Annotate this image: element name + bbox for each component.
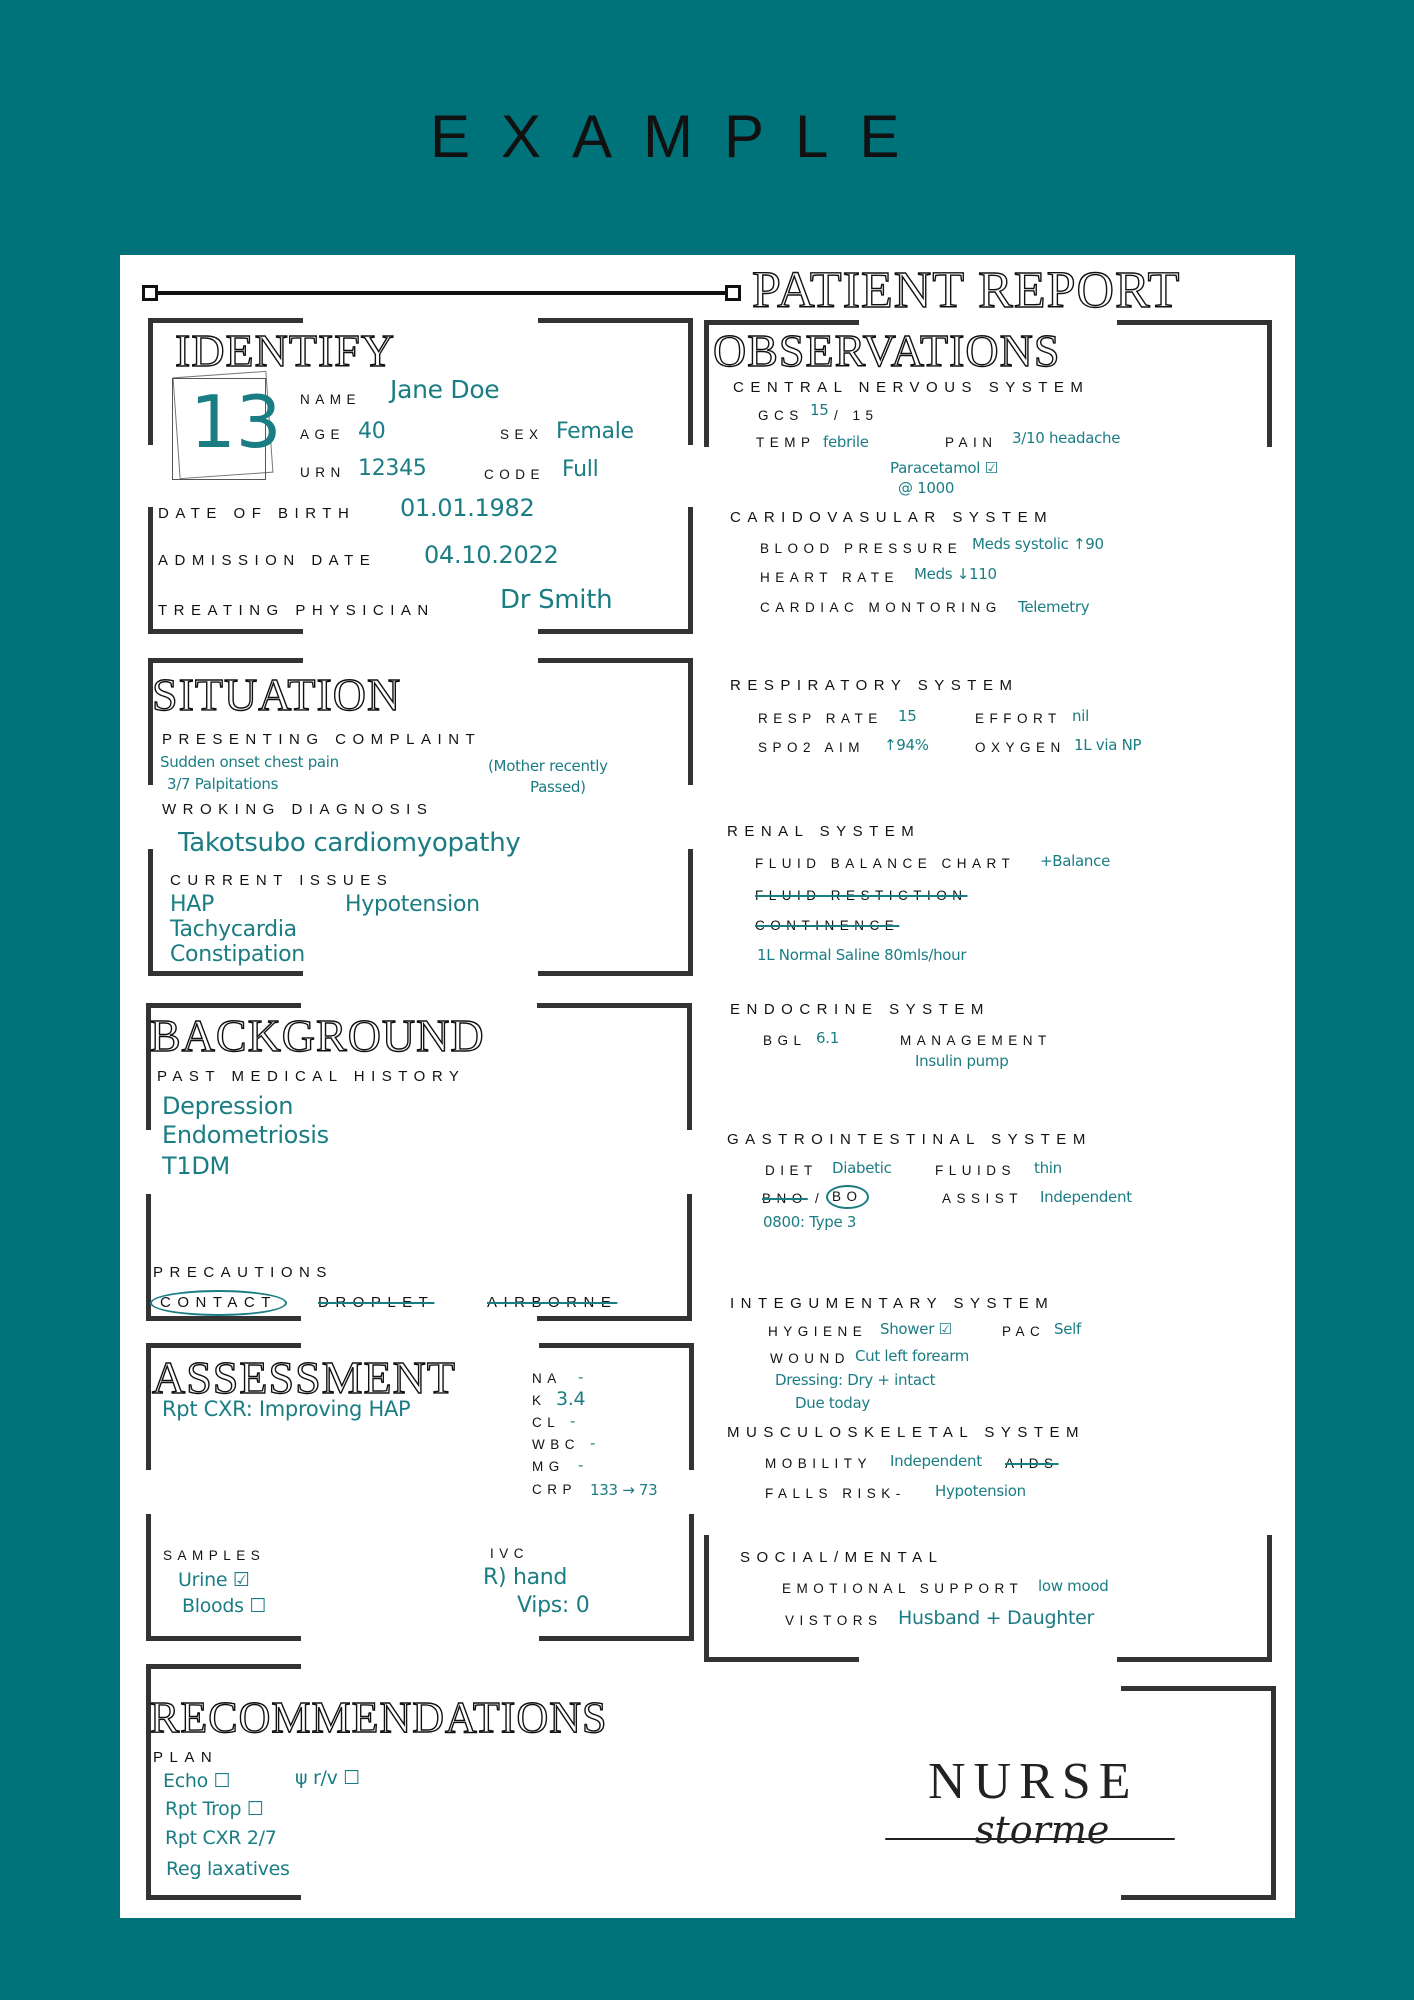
example-banner: EXAMPLE xyxy=(430,103,931,170)
diagnosis-value: Takotsubo cardiomyopathy xyxy=(178,828,521,858)
complaint-line: 3/7 Palpitations xyxy=(167,775,279,793)
bowel-separator: / xyxy=(815,1191,825,1206)
analgesia-value: Paracetamol ☑ xyxy=(890,459,998,477)
rr-value: 15 xyxy=(898,707,917,725)
emotional-support-value: low mood xyxy=(1038,1577,1109,1595)
visitors-label: VISTORS xyxy=(785,1613,883,1628)
issue-item: Constipation xyxy=(170,942,305,967)
age-label: AGE xyxy=(300,427,346,442)
complaint-note: Passed) xyxy=(530,778,586,796)
precaution-contact-selected: CONTACT xyxy=(150,1290,287,1316)
issue-item: Tachycardia xyxy=(170,917,297,942)
nurse-storme-logo: NURSE xyxy=(928,1753,1139,1810)
dressing-value: Dressing: Dry + intact xyxy=(775,1371,936,1389)
falls-risk-value: Hypotension xyxy=(935,1482,1026,1500)
management-value: Insulin pump xyxy=(915,1052,1009,1070)
falls-risk-label: FALLS RISK- xyxy=(765,1486,906,1501)
lab-label: WBC xyxy=(532,1437,580,1452)
rule-end-right xyxy=(725,285,741,301)
oxygen-value: 1L via NP xyxy=(1074,736,1142,754)
complaint-line: Sudden onset chest pain xyxy=(160,753,339,771)
bowels-note: 0800: Type 3 xyxy=(763,1213,857,1231)
diet-value: Diabetic xyxy=(832,1159,892,1177)
bp-value: Meds systolic ↑90 xyxy=(972,535,1104,553)
integ-label: INTEGUMENTARY SYSTEM xyxy=(730,1295,1055,1312)
age-value: 40 xyxy=(358,419,386,444)
precautions-label: PRECAUTIONS xyxy=(153,1264,333,1281)
mobility-label: MOBILITY xyxy=(765,1456,873,1471)
spo2-label: SPO2 AIM xyxy=(758,740,866,755)
analgesia-time: @ 1000 xyxy=(898,479,955,497)
lab-label: K xyxy=(532,1393,547,1408)
cvs-label: CARIDOVASULAR SYSTEM xyxy=(730,509,1054,526)
aids-struck: AIDS xyxy=(1005,1456,1059,1471)
bo-selected: BO xyxy=(826,1185,869,1209)
issues-label: CURRENT ISSUES xyxy=(170,872,394,889)
physician-label: TREATING PHYSICIAN xyxy=(158,602,435,619)
plan-item-psych: ψ r/v ☐ xyxy=(295,1767,361,1789)
lab-value: - xyxy=(578,1456,584,1474)
effort-label: EFFORT xyxy=(975,711,1062,726)
monitoring-value: Telemetry xyxy=(1018,598,1090,616)
assessment-note: Rpt CXR: Improving HAP xyxy=(162,1397,411,1421)
admission-label: ADMISSION DATE xyxy=(158,552,377,569)
lab-label: CL xyxy=(532,1415,561,1430)
wound-label: WOUND xyxy=(770,1351,850,1366)
plan-item: Rpt CXR 2/7 xyxy=(165,1827,277,1849)
ivc-vips: Vips: 0 xyxy=(517,1593,590,1618)
lab-label: MG xyxy=(532,1459,565,1474)
hr-label: HEART RATE xyxy=(760,570,900,585)
pac-value: Self xyxy=(1054,1320,1081,1338)
fluid-restriction-struck: FLUID RESTICTION xyxy=(755,888,968,903)
visitors-value: Husband + Daughter xyxy=(898,1607,1095,1629)
plan-item: Rpt Trop ☐ xyxy=(165,1798,264,1820)
identify-heading: IDENTIFY xyxy=(175,325,396,376)
gcs-label: GCS xyxy=(758,408,804,423)
background-heading: BACKGROUND xyxy=(150,1010,485,1061)
urn-value: 12345 xyxy=(358,456,427,481)
fbc-label: FLUID BALANCE CHART xyxy=(755,856,1016,871)
gi-label: GASTROINTESTINAL SYSTEM xyxy=(727,1131,1092,1148)
admission-value: 04.10.2022 xyxy=(424,541,559,569)
code-label: CODE xyxy=(484,467,546,482)
iv-fluids: 1L Normal Saline 80mls/hour xyxy=(757,946,967,964)
cns-label: CENTRAL NERVOUS SYSTEM xyxy=(733,379,1090,396)
msk-label: MUSCULOSKELETAL SYSTEM xyxy=(727,1424,1086,1441)
plan-item: Reg laxatives xyxy=(166,1858,290,1880)
bed-number: 13 xyxy=(190,380,282,464)
sex-value: Female xyxy=(556,419,634,444)
logo-script: storme xyxy=(975,1808,1110,1852)
complaint-note: (Mother recently xyxy=(488,757,608,775)
temp-label: TEMP xyxy=(756,435,816,450)
rr-label: RESP RATE xyxy=(758,711,883,726)
mobility-value: Independent xyxy=(890,1452,982,1470)
gcs-value: 15 xyxy=(810,401,829,419)
effort-value: nil xyxy=(1072,707,1089,725)
situation-heading: SITUATION xyxy=(152,669,402,720)
lab-value: 3.4 xyxy=(556,1388,586,1410)
continence-struck: CONTINENCE xyxy=(755,918,900,933)
emotional-support-label: EMOTIONAL SUPPORT xyxy=(782,1581,1024,1596)
rule-end-left xyxy=(142,285,158,301)
oxygen-label: OXYGEN xyxy=(975,740,1066,755)
fluids-label: FLUIDS xyxy=(935,1163,1017,1178)
header-rule xyxy=(150,291,730,295)
resp-label: RESPIRATORY SYSTEM xyxy=(730,677,1019,694)
pmh-item: T1DM xyxy=(162,1152,230,1180)
diagnosis-label: WROKING DIAGNOSIS xyxy=(162,801,434,818)
management-label: MANAGEMENT xyxy=(900,1033,1052,1048)
pmh-label: PAST MEDICAL HISTORY xyxy=(157,1068,466,1085)
lab-label: CRP xyxy=(532,1482,578,1497)
observations-heading: OBSERVATIONS xyxy=(713,325,1061,376)
lab-value: 133 → 73 xyxy=(590,1481,658,1499)
hygiene-label: HYGIENE xyxy=(768,1324,868,1339)
urn-label: URN xyxy=(300,465,346,480)
precaution-airborne-struck: AIRBORNE xyxy=(487,1294,618,1311)
sex-label: SEX xyxy=(500,427,544,442)
fluids-value: thin xyxy=(1034,1159,1062,1177)
wound-value: Cut left forearm xyxy=(855,1347,970,1365)
bno-struck: BNO xyxy=(762,1191,808,1206)
dob-label: DATE OF BIRTH xyxy=(158,505,356,522)
social-label: SOCIAL/MENTAL xyxy=(740,1549,944,1566)
hr-value: Meds ↓110 xyxy=(914,565,997,583)
ivc-site: R) hand xyxy=(483,1565,568,1590)
hygiene-value: Shower ☑ xyxy=(880,1320,952,1338)
pmh-item: Endometriosis xyxy=(162,1121,329,1149)
ivc-label: IVC xyxy=(490,1546,530,1561)
plan-item: Echo ☐ xyxy=(163,1770,231,1792)
lab-value: - xyxy=(570,1412,576,1430)
spo2-value: ↑94% xyxy=(884,736,929,754)
precaution-droplet-struck: DROPLET xyxy=(318,1294,435,1311)
lab-label: NA xyxy=(532,1371,562,1386)
temp-value: febrile xyxy=(823,433,869,451)
lab-value: - xyxy=(590,1434,596,1452)
dressing-due: Due today xyxy=(795,1394,871,1412)
report-title: PATIENT REPORT xyxy=(752,262,1181,319)
recommendations-heading: RECOMMENDATIONS xyxy=(150,1693,608,1742)
bgl-value: 6.1 xyxy=(816,1029,839,1047)
assessment-heading: ASSESSMENT xyxy=(152,1352,456,1403)
sample-item: Urine ☑ xyxy=(178,1569,250,1591)
endo-label: ENDOCRINE SYSTEM xyxy=(730,1001,990,1018)
bgl-label: BGL xyxy=(763,1033,807,1048)
sample-item: Bloods ☐ xyxy=(182,1595,267,1617)
name-value: Jane Doe xyxy=(390,375,500,404)
pain-value: 3/10 headache xyxy=(1012,429,1121,447)
pac-label: PAC xyxy=(1002,1324,1046,1339)
gcs-max: / 15 xyxy=(834,408,879,423)
lab-value: - xyxy=(578,1368,584,1386)
assist-label: ASSIST xyxy=(942,1191,1024,1206)
bp-label: BLOOD PRESSURE xyxy=(760,541,963,556)
diet-label: DIET xyxy=(765,1163,818,1178)
code-value: Full xyxy=(562,457,599,482)
physician-value: Dr Smith xyxy=(500,585,613,615)
dob-value: 01.01.1982 xyxy=(400,494,535,522)
issue-item: HAP xyxy=(170,892,214,917)
pmh-item: Depression xyxy=(162,1092,294,1120)
issue-item: Hypotension xyxy=(345,892,480,917)
fbc-value: +Balance xyxy=(1040,852,1110,870)
assist-value: Independent xyxy=(1040,1188,1132,1206)
renal-label: RENAL SYSTEM xyxy=(727,823,921,840)
complaint-label: PRESENTING COMPLAINT xyxy=(162,731,482,748)
plan-label: PLAN xyxy=(153,1749,219,1766)
samples-label: SAMPLES xyxy=(163,1548,266,1563)
name-label: NAME xyxy=(300,392,362,407)
pain-label: PAIN xyxy=(945,435,998,450)
monitoring-label: CARDIAC MONTORING xyxy=(760,600,1002,615)
